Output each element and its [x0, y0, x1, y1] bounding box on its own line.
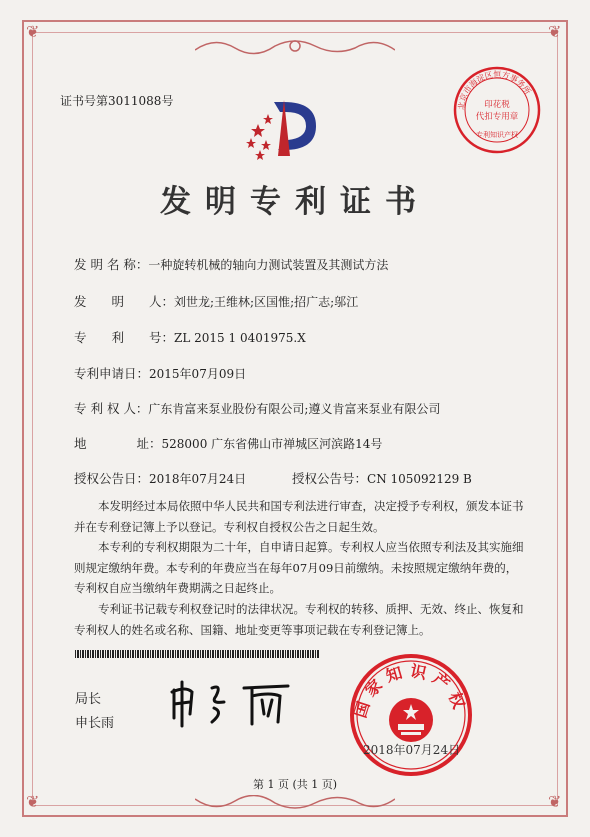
inventors-row: [74, 292, 358, 310]
filing-date-label: 专利申请日：: [74, 366, 150, 381]
director-name: 申长雨: [75, 716, 115, 731]
patentee: 广东肯富来泵业股份有限公司;遵义肯富来泵业有限公司: [148, 402, 441, 416]
certificate-title: 发明专利证书: [160, 184, 430, 220]
paragraph-1: 本发明经过本局依照中华人民共和国专利法进行审查，决定授予专利权，颁发本证书并在专利登记簿上予以登记。专利权自授权公告之日起生效。: [74, 499, 524, 534]
patentee-row: [74, 399, 440, 417]
seal-bottom-text: 专利知识产权: [476, 131, 518, 139]
grant-number-label: 授权公告号：: [292, 471, 368, 486]
filing-date: 2015年07月09日: [149, 367, 247, 381]
patent-number-label: 专 利 号：: [74, 330, 175, 345]
top-ornament: [195, 36, 395, 62]
filing-date-row: [74, 364, 246, 382]
invention-name: 一种旋转机械的轴向力测试装置及其测试方法: [148, 258, 389, 272]
grant-number: CN 105092129 B: [367, 472, 472, 486]
page-number: 第 1 页 (共 1 页): [252, 778, 338, 791]
national-ip-office-seal: [348, 652, 474, 782]
address-label: 地 址：: [74, 436, 162, 451]
corner-ornament-top-right: ❦: [548, 22, 562, 41]
grant-date-row: [74, 469, 246, 487]
patentee-label: 专 利 权 人：: [74, 401, 149, 416]
certificate-number: 证书号第3011088号: [60, 94, 174, 108]
paragraph-2: 本专利的专利权期限为二十年，自申请日起算。专利权人应当依照专利法及其实施细则规定缴纳年费。本专利的年费应当在每年07月09日前缴纳。未按照规定缴纳年费的，专利权自应当缴纳年费期满之日起终止。: [74, 540, 524, 595]
seal-date: 2018年07月24日: [363, 743, 461, 757]
patent-number: ZL 2015 1 0401975.X: [174, 331, 306, 345]
address-row: [74, 434, 382, 452]
grant-number-row: [292, 469, 472, 487]
seal-big-text: 国家知识产权: [350, 661, 471, 721]
seal-center-text-2: 代扣专用章: [475, 112, 519, 122]
seal-ring-text: 北京市海淀区恒方事务所: [456, 69, 533, 111]
tax-stamp-seal: [452, 65, 542, 159]
invention-name-label: 发 明 名 称：: [74, 257, 149, 272]
corner-ornament-top-left: ❦: [26, 22, 40, 41]
corner-ornament-bottom-left: ❦: [26, 792, 40, 811]
patent-number-row: [74, 328, 306, 346]
grant-date-label: 授权公告日：: [74, 471, 150, 486]
corner-ornament-bottom-right: ❦: [548, 792, 562, 811]
bottom-ornament: [195, 795, 395, 817]
patent-office-logo: [244, 94, 330, 168]
barcode: [75, 650, 319, 658]
inventors: 刘世龙;王维林;区国惟;招广志;邬江: [174, 295, 359, 309]
director-label: 局长: [75, 692, 102, 707]
address: 528000 广东省佛山市禅城区河滨路14号: [161, 437, 383, 451]
paragraph-3: 专利证书记载专利权登记时的法律状况。专利权的转移、质押、无效、终止、恢复和专利权人的姓名或名称、国籍、地址变更等事项记载在专利登记簿上。: [74, 602, 524, 637]
grant-date: 2018年07月24日: [149, 472, 247, 486]
director-signature: [168, 678, 318, 732]
seal-center-text-1: 印花税: [484, 100, 510, 110]
inventors-label: 发 明 人：: [74, 294, 175, 309]
invention-name-row: [74, 255, 388, 273]
